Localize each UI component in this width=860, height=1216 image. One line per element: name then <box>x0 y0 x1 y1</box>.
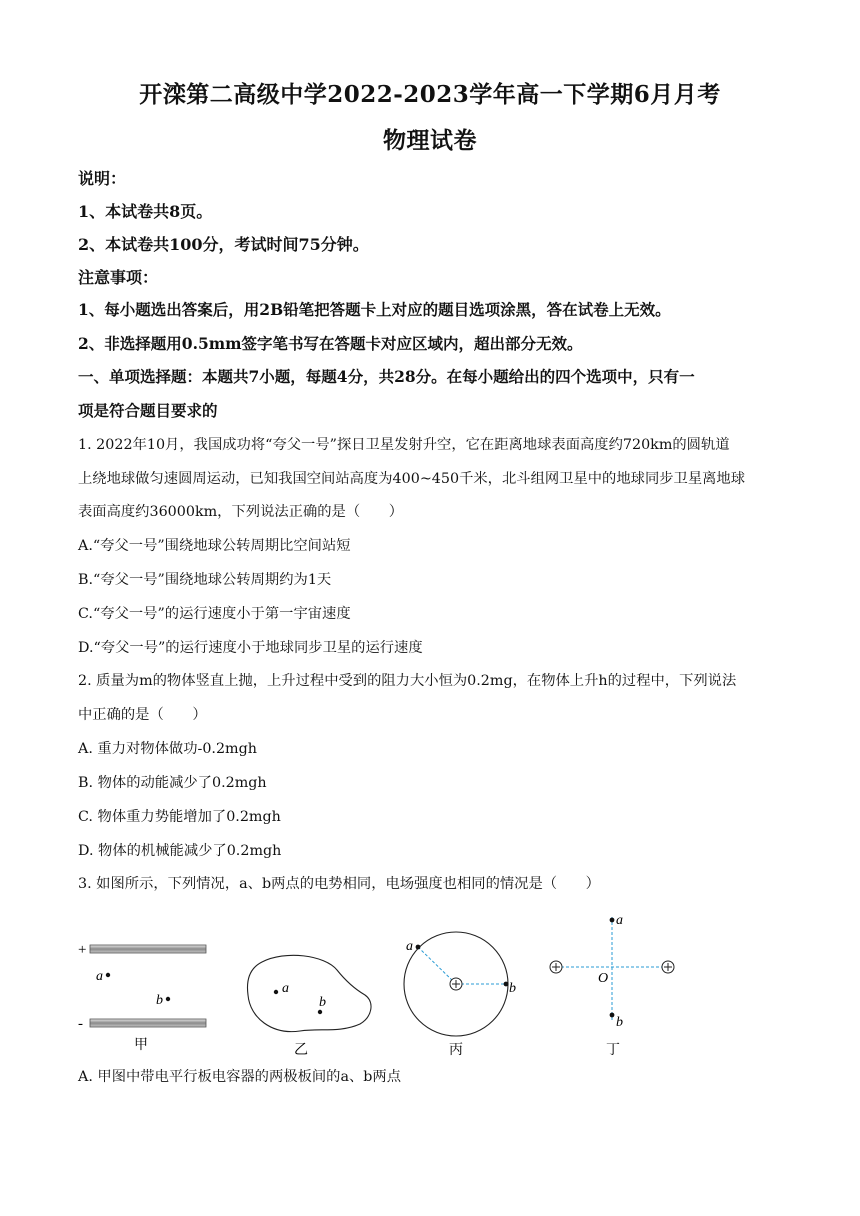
point-a-label: a <box>616 913 623 928</box>
point-b <box>166 997 170 1001</box>
instruction-item: 1、本试卷共8页。 <box>78 202 213 221</box>
point-a-label: a <box>282 981 289 996</box>
caption-yi: 乙 <box>294 1043 308 1058</box>
note-item: 2、非选择题用0.5mm签字笔书写在答题卡对应区域内，超出部分无效。 <box>78 334 583 353</box>
q2-option-c: C. 物体重力势能增加了0.2mgh <box>78 809 281 825</box>
caption-bing: 丙 <box>449 1043 463 1058</box>
point-charge-circle-figure <box>404 932 516 1058</box>
section-heading-cont: 项是符合题目要求的 <box>78 401 218 420</box>
two-charges-figure <box>550 913 674 1058</box>
conductor-figure <box>248 955 372 1058</box>
notes-label: 注意事项： <box>78 268 159 287</box>
q1-option-c: C.“夸父一号”的运行速度小于第一宇宙速度 <box>78 606 351 622</box>
point-b-label: b <box>319 995 326 1010</box>
q3-option-a: A. 甲图中带电平行板电容器的两极板间的a、b两点 <box>78 1069 402 1085</box>
radius-line <box>418 947 456 984</box>
q2-stem: 中正确的是（ ） <box>78 707 207 723</box>
positive-charge-icon <box>450 978 462 990</box>
conductor-outline <box>248 955 372 1031</box>
q1-stem: 1. 2022年10月，我国成功将“夸父一号”探日卫星发射升空，它在距离地球表面高度约720km的圆轨道 <box>78 437 730 453</box>
point-b <box>610 1013 615 1018</box>
positive-plate <box>90 945 206 953</box>
negative-plate <box>90 1019 206 1027</box>
point-a-label: a <box>406 939 413 954</box>
q1-option-a: A.“夸父一号”围绕地球公转周期比空间站短 <box>78 538 351 554</box>
q2-option-d: D. 物体的机械能减少了0.2mgh <box>78 843 282 859</box>
plus-sign: + <box>78 942 87 958</box>
q1-option-b: B.“夸父一号”围绕地球公转周期约为1天 <box>78 572 332 588</box>
q1-stem: 上绕地球做匀速圆周运动，已知我国空间站高度为400~450千米，北斗组网卫星中的地球同步卫星离地球 <box>78 471 746 487</box>
section-heading: 一、单项选择题：本题共7小题，每题4分，共28分。在每小题给出的四个选项中，只有一 <box>78 367 695 386</box>
positive-charge-icon <box>550 961 562 973</box>
instructions-label: 说明： <box>78 169 127 188</box>
q1-option-d: D.“夸父一号”的运行速度小于地球同步卫星的运行速度 <box>78 640 423 656</box>
point-b <box>318 1010 322 1014</box>
q3-figure <box>0 900 860 1070</box>
point-b <box>504 982 509 987</box>
point-a <box>106 973 110 977</box>
q3-stem: 3. 如图所示，下列情况，a、b两点的电势相同，电场强度也相同的情况是（ ） <box>78 876 600 892</box>
point-b-label: b <box>156 993 163 1008</box>
instruction-item: 2、本试卷共100分，考试时间75分钟。 <box>78 235 369 254</box>
positive-charge-icon <box>662 961 674 973</box>
exam-title: 开滦第二高级中学2022-2023学年高一下学期6月月考 <box>139 81 721 108</box>
point-a <box>610 918 615 923</box>
exam-subtitle: 物理试卷 <box>383 127 477 154</box>
origin-label: O <box>598 971 609 986</box>
q1-stem: 表面高度约36000km，下列说法正确的是（ ） <box>78 504 404 520</box>
point-b-label: b <box>616 1015 623 1030</box>
q2-option-b: B. 物体的动能减少了0.2mgh <box>78 775 267 791</box>
caption-ding: 丁 <box>606 1043 620 1058</box>
point-a-label: a <box>96 969 103 984</box>
minus-sign: - <box>78 1016 83 1032</box>
caption-jia: 甲 <box>134 1038 148 1053</box>
note-item: 1、每小题选出答案后，用2B铅笔把答题卡上对应的题目选项涂黑，答在试卷上无效。 <box>78 300 671 319</box>
capacitor-figure <box>78 942 206 1053</box>
q2-stem: 2. 质量为m的物体竖直上抛，上升过程中受到的阻力大小恒为0.2mg，在物体上升h的过程中，下列说法 <box>78 673 737 689</box>
point-b-label: b <box>509 981 516 996</box>
point-a <box>416 945 421 950</box>
q2-option-a: A. 重力对物体做功-0.2mgh <box>78 741 257 757</box>
point-a <box>274 990 278 994</box>
